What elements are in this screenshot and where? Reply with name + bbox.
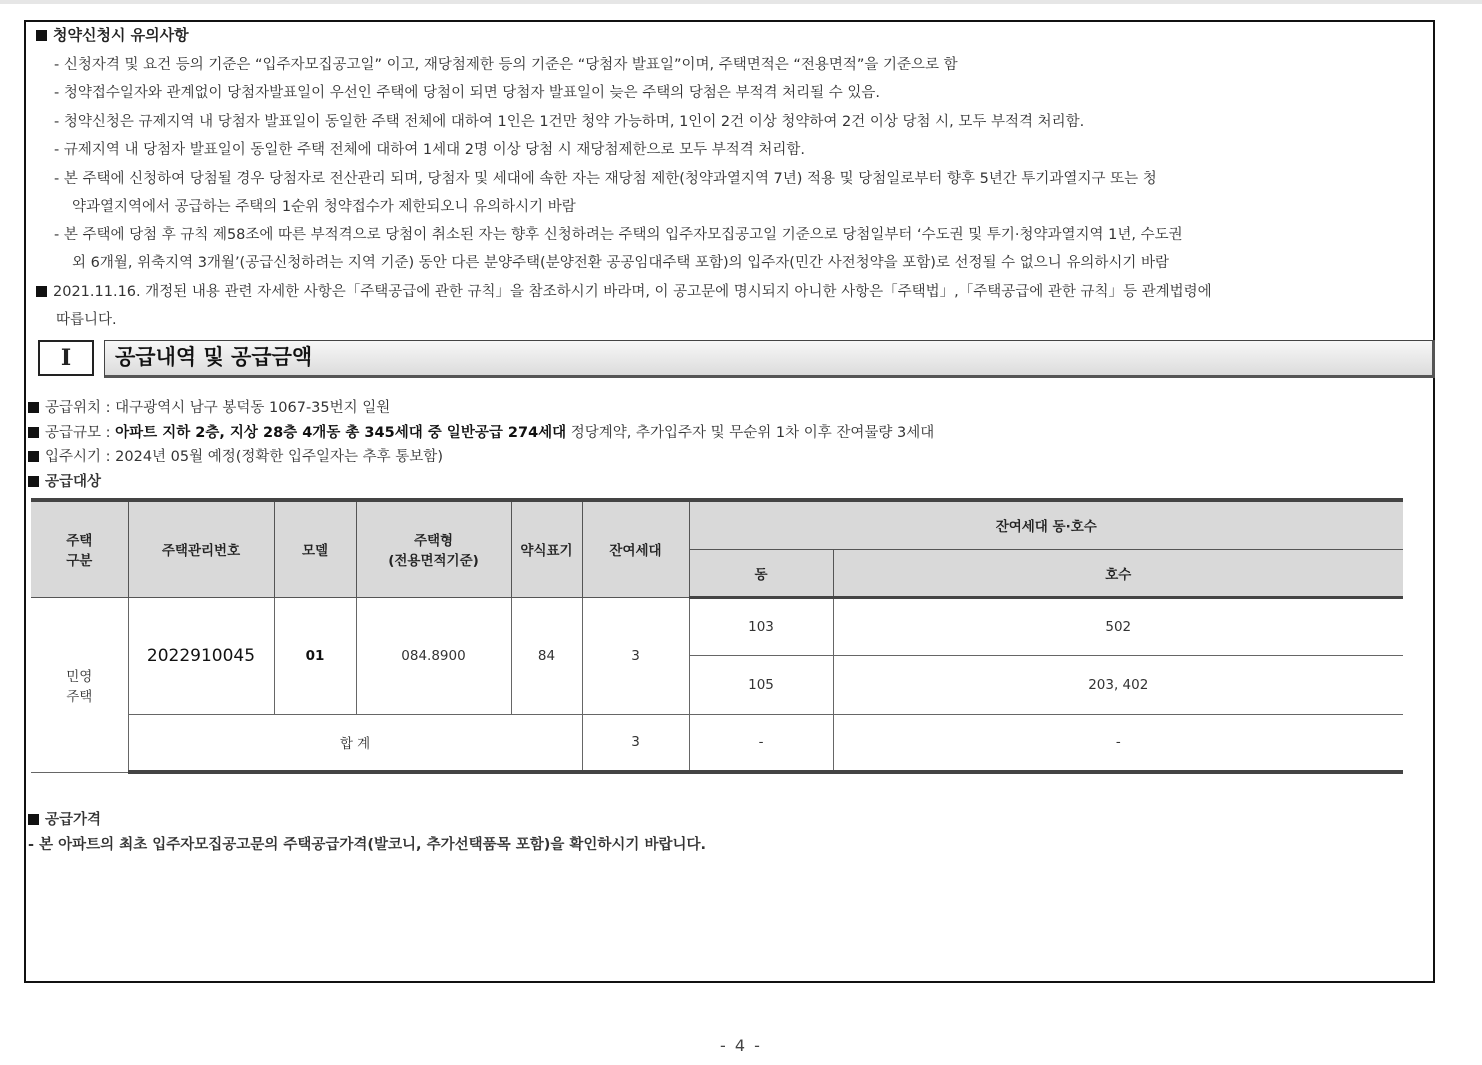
notice-title — [36, 24, 189, 45]
header-dong: 동 — [689, 549, 833, 597]
bullet-square-icon — [28, 814, 39, 825]
header-housing-type-line2: (전용면적기준) — [388, 553, 479, 570]
notice-line-2: - 청약접수일자와 관계없이 당첨자발표일이 우선인 주택에 당첨이 되면 당첨자 발표일이 늦은 주택의 당첨은 부적격 처리될 수 있음. — [54, 85, 880, 101]
table-row — [31, 597, 1403, 655]
general-notice-cont: 따릅니다. — [56, 312, 117, 328]
header-model: 모델 — [274, 500, 356, 597]
cell-total-label: 합 계 — [128, 714, 582, 772]
bullet-square-icon — [28, 476, 39, 487]
cell-total-remaining: 3 — [582, 714, 689, 772]
notice-line-4: - 규제지역 내 당첨자 발표일이 동일한 주택 전체에 대하여 1세대 2명 이상 당첨 시 재당첨제한으로 모두 부적격 처리함. — [54, 142, 805, 158]
supply-scale — [28, 421, 934, 442]
notice-line-6-cont: 외 6개월, 위축지역 3개월’(공급신청하려는 지역 기준) 동안 다른 분양주택(분양전환 공공임대주택 포함)의 입주자(민간 사전청약을 포함)로 선정될 수 없으니 유의하시기 바람 — [72, 255, 1170, 271]
supply-table — [31, 498, 1403, 774]
cell-mgmt-no: 2022910045 — [128, 597, 274, 714]
cell-housing-type: 084.8900 — [356, 597, 511, 714]
cell-model: 01 — [274, 597, 356, 714]
notice-line-5-cont: 약과열지역에서 공급하는 주택의 1순위 청약접수가 제한되오니 유의하시기 바람 — [72, 199, 576, 215]
header-housing-category-line2: 구분 — [66, 553, 93, 570]
general-notice-text: 2021.11.16. 개정된 내용 관련 자세한 사항은「주택공급에 관한 규칙」을 참조하시기 바라며, 이 공고문에 명시되지 아니한 사항은「주택법」,「주택공급에 관한 규칙」등 관계법령에 — [53, 284, 1212, 300]
cell-ho: 502 — [833, 597, 1403, 655]
cell-ho: 203, 402 — [833, 655, 1403, 714]
header-housing-type — [356, 500, 511, 597]
supply-scale-label: 공급규모 : — [45, 425, 116, 441]
bullet-square-icon — [36, 30, 47, 41]
move-in-label: 입주시기 : — [45, 449, 116, 465]
bullet-square-icon — [28, 451, 39, 462]
header-housing-category-line1: 주택 — [66, 533, 93, 550]
supply-target-title-text: 공급대상 — [45, 474, 102, 490]
notice-line-6: - 본 주택에 당첨 후 규칙 제58조에 따른 부적격으로 당첨이 취소된 자는 향후 신청하려는 주택의 입주자모집공고일 기준으로 당첨일부터 ‘수도권 및 투기·청약과열지역 1년, 수도권 — [54, 227, 1183, 243]
bullet-square-icon — [28, 402, 39, 413]
cell-dong: 105 — [689, 655, 833, 714]
price-text: - 본 아파트의 최초 입주자모집공고문의 주택공급가격(발코니, 추가선택품목 포함)을 확인하시기 바랍니다. — [28, 837, 707, 853]
cell-remaining: 3 — [582, 597, 689, 714]
notice-line-1: - 신청자격 및 요건 등의 기준은 “입주자모집공고일” 이고, 재당첨제한 등의 기준은 “당첨자 발표일”이며, 주택면적은 “전용면적”을 기준으로 함 — [54, 57, 958, 73]
table-total-row — [31, 714, 1403, 772]
document-frame — [24, 20, 1435, 983]
page-number: - 4 - — [720, 1036, 762, 1055]
header-abbrev: 약식표기 — [511, 500, 582, 597]
supply-scale-rest: 정당계약, 추가입주자 및 무순위 1차 이후 잔여물량 3세대 — [566, 425, 935, 441]
header-remaining: 잔여세대 — [582, 500, 689, 597]
section-title: 공급내역 및 공급금액 — [104, 340, 1435, 378]
general-notice — [36, 280, 1212, 301]
cell-abbrev: 84 — [511, 597, 582, 714]
notice-line-5: - 본 주택에 신청하여 당첨될 경우 당첨자로 전산관리 되며, 당첨자 및 세대에 속한 자는 재당첨 제한(청약과열지역 7년) 적용 및 당첨일로부터 향후 5년간 투기과열지구 또는 청 — [54, 171, 1157, 187]
supply-location — [28, 396, 390, 417]
header-mgmt-no: 주택관리번호 — [128, 500, 274, 597]
supply-location-label: 공급위치 : — [45, 400, 116, 416]
cell-total-dong: - — [689, 714, 833, 772]
supply-target-title — [28, 470, 101, 491]
supply-location-value: 대구광역시 남구 봉덕동 1067-35번지 일원 — [115, 400, 391, 416]
price-title-text: 공급가격 — [45, 812, 102, 828]
cell-housing-category-line1: 민영 — [66, 668, 93, 685]
supply-scale-bold: 아파트 지하 2층, 지상 28층 4개동 총 345세대 중 일반공급 274세대 — [115, 425, 567, 441]
cell-total-ho: - — [833, 714, 1403, 772]
cell-dong: 103 — [689, 597, 833, 655]
notice-title-text: 청약신청시 유의사항 — [53, 26, 189, 44]
move-in-period — [28, 445, 443, 466]
price-title — [28, 808, 101, 829]
header-remaining-units: 잔여세대 동·호수 — [689, 500, 1403, 549]
bullet-square-icon — [28, 427, 39, 438]
cell-housing-category-line2: 주택 — [66, 688, 93, 705]
header-housing-type-line1: 주택형 — [413, 533, 454, 550]
header-housing-category — [31, 500, 128, 597]
header-ho: 호수 — [833, 549, 1403, 597]
bullet-square-icon — [36, 286, 47, 297]
section-number: I — [38, 340, 94, 376]
top-divider — [0, 0, 1482, 4]
notice-line-3: - 청약신청은 규제지역 내 당첨자 발표일이 동일한 주택 전체에 대하여 1인은 1건만 청약 가능하며, 1인이 2건 이상 청약하여 2건 이상 당첨 시, 모두 부적격 처리함. — [54, 114, 1085, 130]
cell-housing-category — [31, 597, 128, 772]
move-in-value: 2024년 05월 예정(정확한 입주일자는 추후 통보함) — [115, 449, 443, 465]
